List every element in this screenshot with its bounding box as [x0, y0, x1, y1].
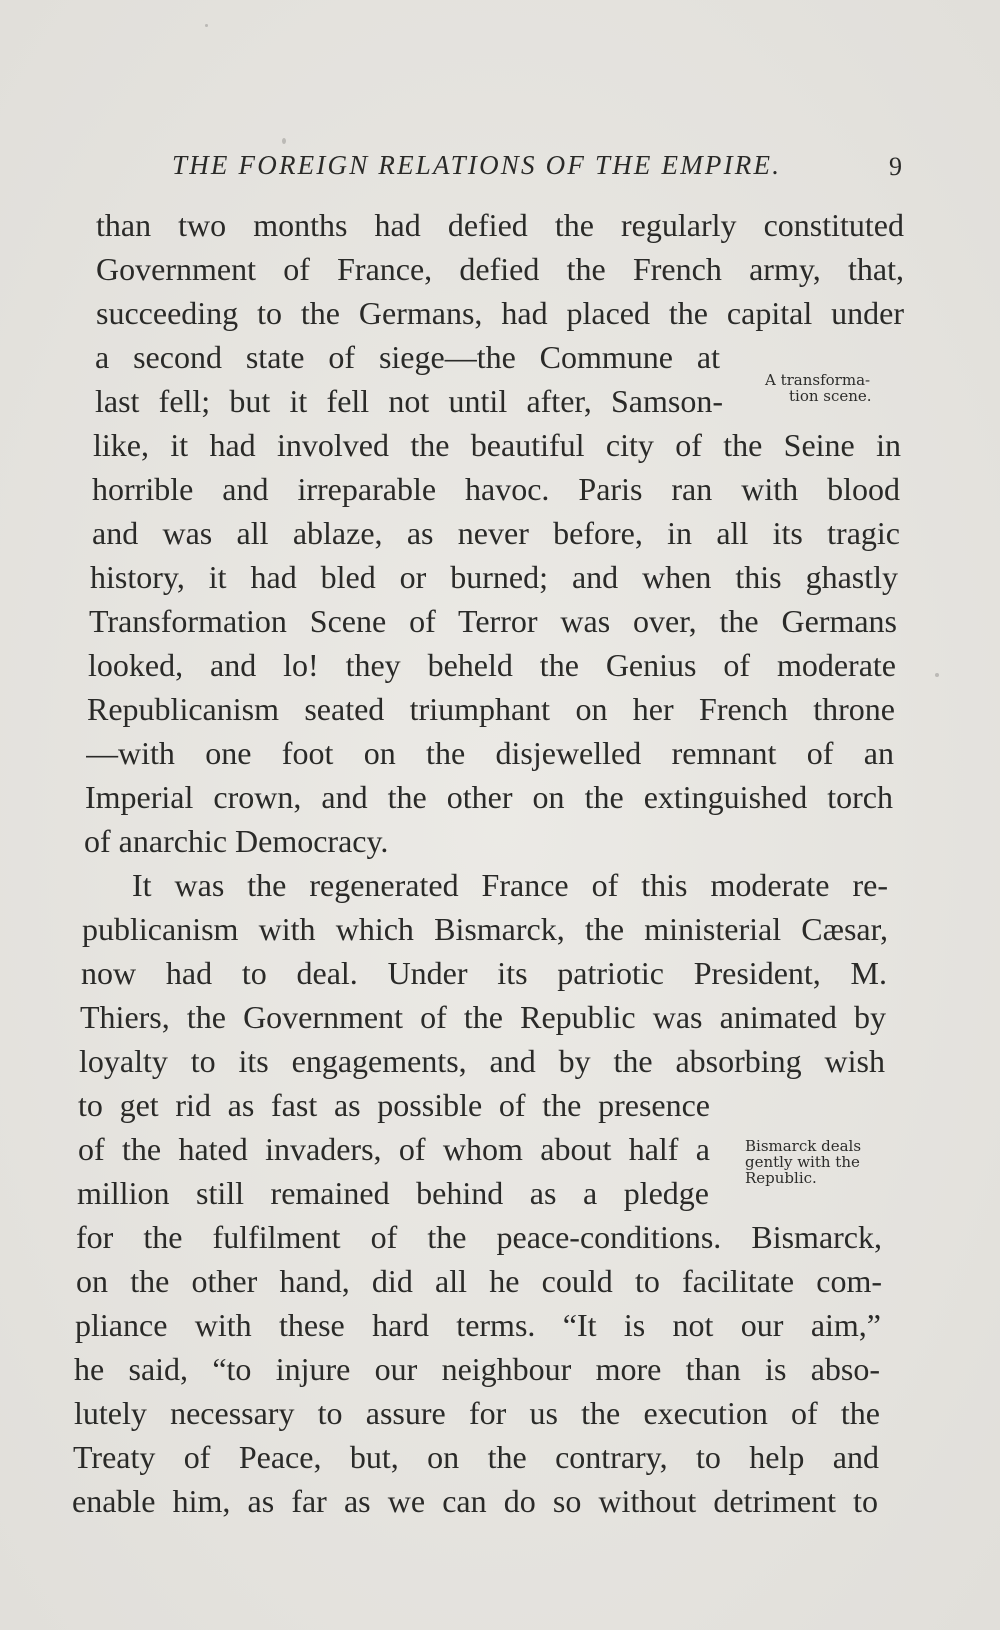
text-line: like, it had involved the beautiful city of the Seine in: [93, 427, 901, 463]
text-line: and was all ablaze, as never before, in all its tragic: [92, 515, 900, 551]
text-line: horrible and irreparable havoc. Paris ran with blood: [92, 471, 900, 507]
text-line: on the other hand, did all he could to facilitate com-: [76, 1263, 882, 1299]
text-line: succeeding to the Germans, had placed the capital under: [96, 295, 904, 331]
text-line: looked, and lo! they beheld the Genius of moderate: [88, 647, 896, 683]
running-head: [172, 150, 902, 190]
paper-speck: [935, 673, 939, 677]
text-line: Republicanism seated triumphant on her French throne: [87, 691, 895, 727]
side-note-line: Republic.: [745, 1169, 817, 1187]
text-line: to get rid as fast as possible of the presence: [78, 1087, 710, 1123]
text-line: —with one foot on the disjewelled remnant of an: [86, 735, 894, 771]
side-note-line: gently with the: [745, 1153, 860, 1171]
text-line: for the fulfilment of the peace-conditions. Bismarck,: [76, 1219, 882, 1255]
paper-speck: [205, 24, 208, 27]
text-line: It was the regenerated France of this moderate re-: [132, 867, 888, 903]
text-line: million still remained behind as a pledge: [77, 1175, 709, 1211]
text-line: he said, “to injure our neighbour more than is abso-: [74, 1351, 880, 1387]
text-line: now had to deal. Under its patriotic President, M.: [81, 955, 887, 991]
side-note: [765, 372, 872, 404]
text-line: of anarchic Democracy.: [84, 823, 389, 859]
text-line: Thiers, the Government of the Republic was animated by: [80, 999, 886, 1035]
page-number: 9: [889, 152, 902, 181]
running-title: THE FOREIGN RELATIONS OF THE EMPIRE.: [172, 150, 782, 180]
text-line: Government of France, defied the French army, that,: [96, 251, 904, 287]
text-line: publicanism with which Bismarck, the ministerial Cæsar,: [82, 911, 888, 947]
text-line: lutely necessary to assure for us the execution of the: [74, 1395, 880, 1431]
text-line: pliance with these hard terms. “It is not our aim,”: [75, 1307, 881, 1343]
paper-speck: [282, 138, 286, 144]
side-note-line: tion scene.: [789, 387, 872, 405]
side-note-line: A transforma-: [765, 371, 871, 389]
text-line: of the hated invaders, of whom about half a: [78, 1131, 710, 1167]
side-note: [745, 1138, 861, 1186]
text-line: loyalty to its engagements, and by the absorbing wish: [79, 1043, 885, 1079]
text-line: than two months had defied the regularly constituted: [96, 207, 904, 243]
text-line: Treaty of Peace, but, on the contrary, to help and: [73, 1439, 879, 1475]
text-line: a second state of siege—the Commune at: [95, 339, 720, 375]
text-line: last fell; but it fell not until after, Samson-: [95, 383, 723, 419]
side-note-line: Bismarck deals: [745, 1137, 862, 1155]
text-line: Imperial crown, and the other on the extinguished torch: [85, 779, 893, 815]
text-line: Transformation Scene of Terror was over, the Germans: [89, 603, 897, 639]
text-line: history, it had bled or burned; and when this ghastly: [90, 559, 898, 595]
text-line: enable him, as far as we can do so without detriment to: [72, 1483, 878, 1519]
